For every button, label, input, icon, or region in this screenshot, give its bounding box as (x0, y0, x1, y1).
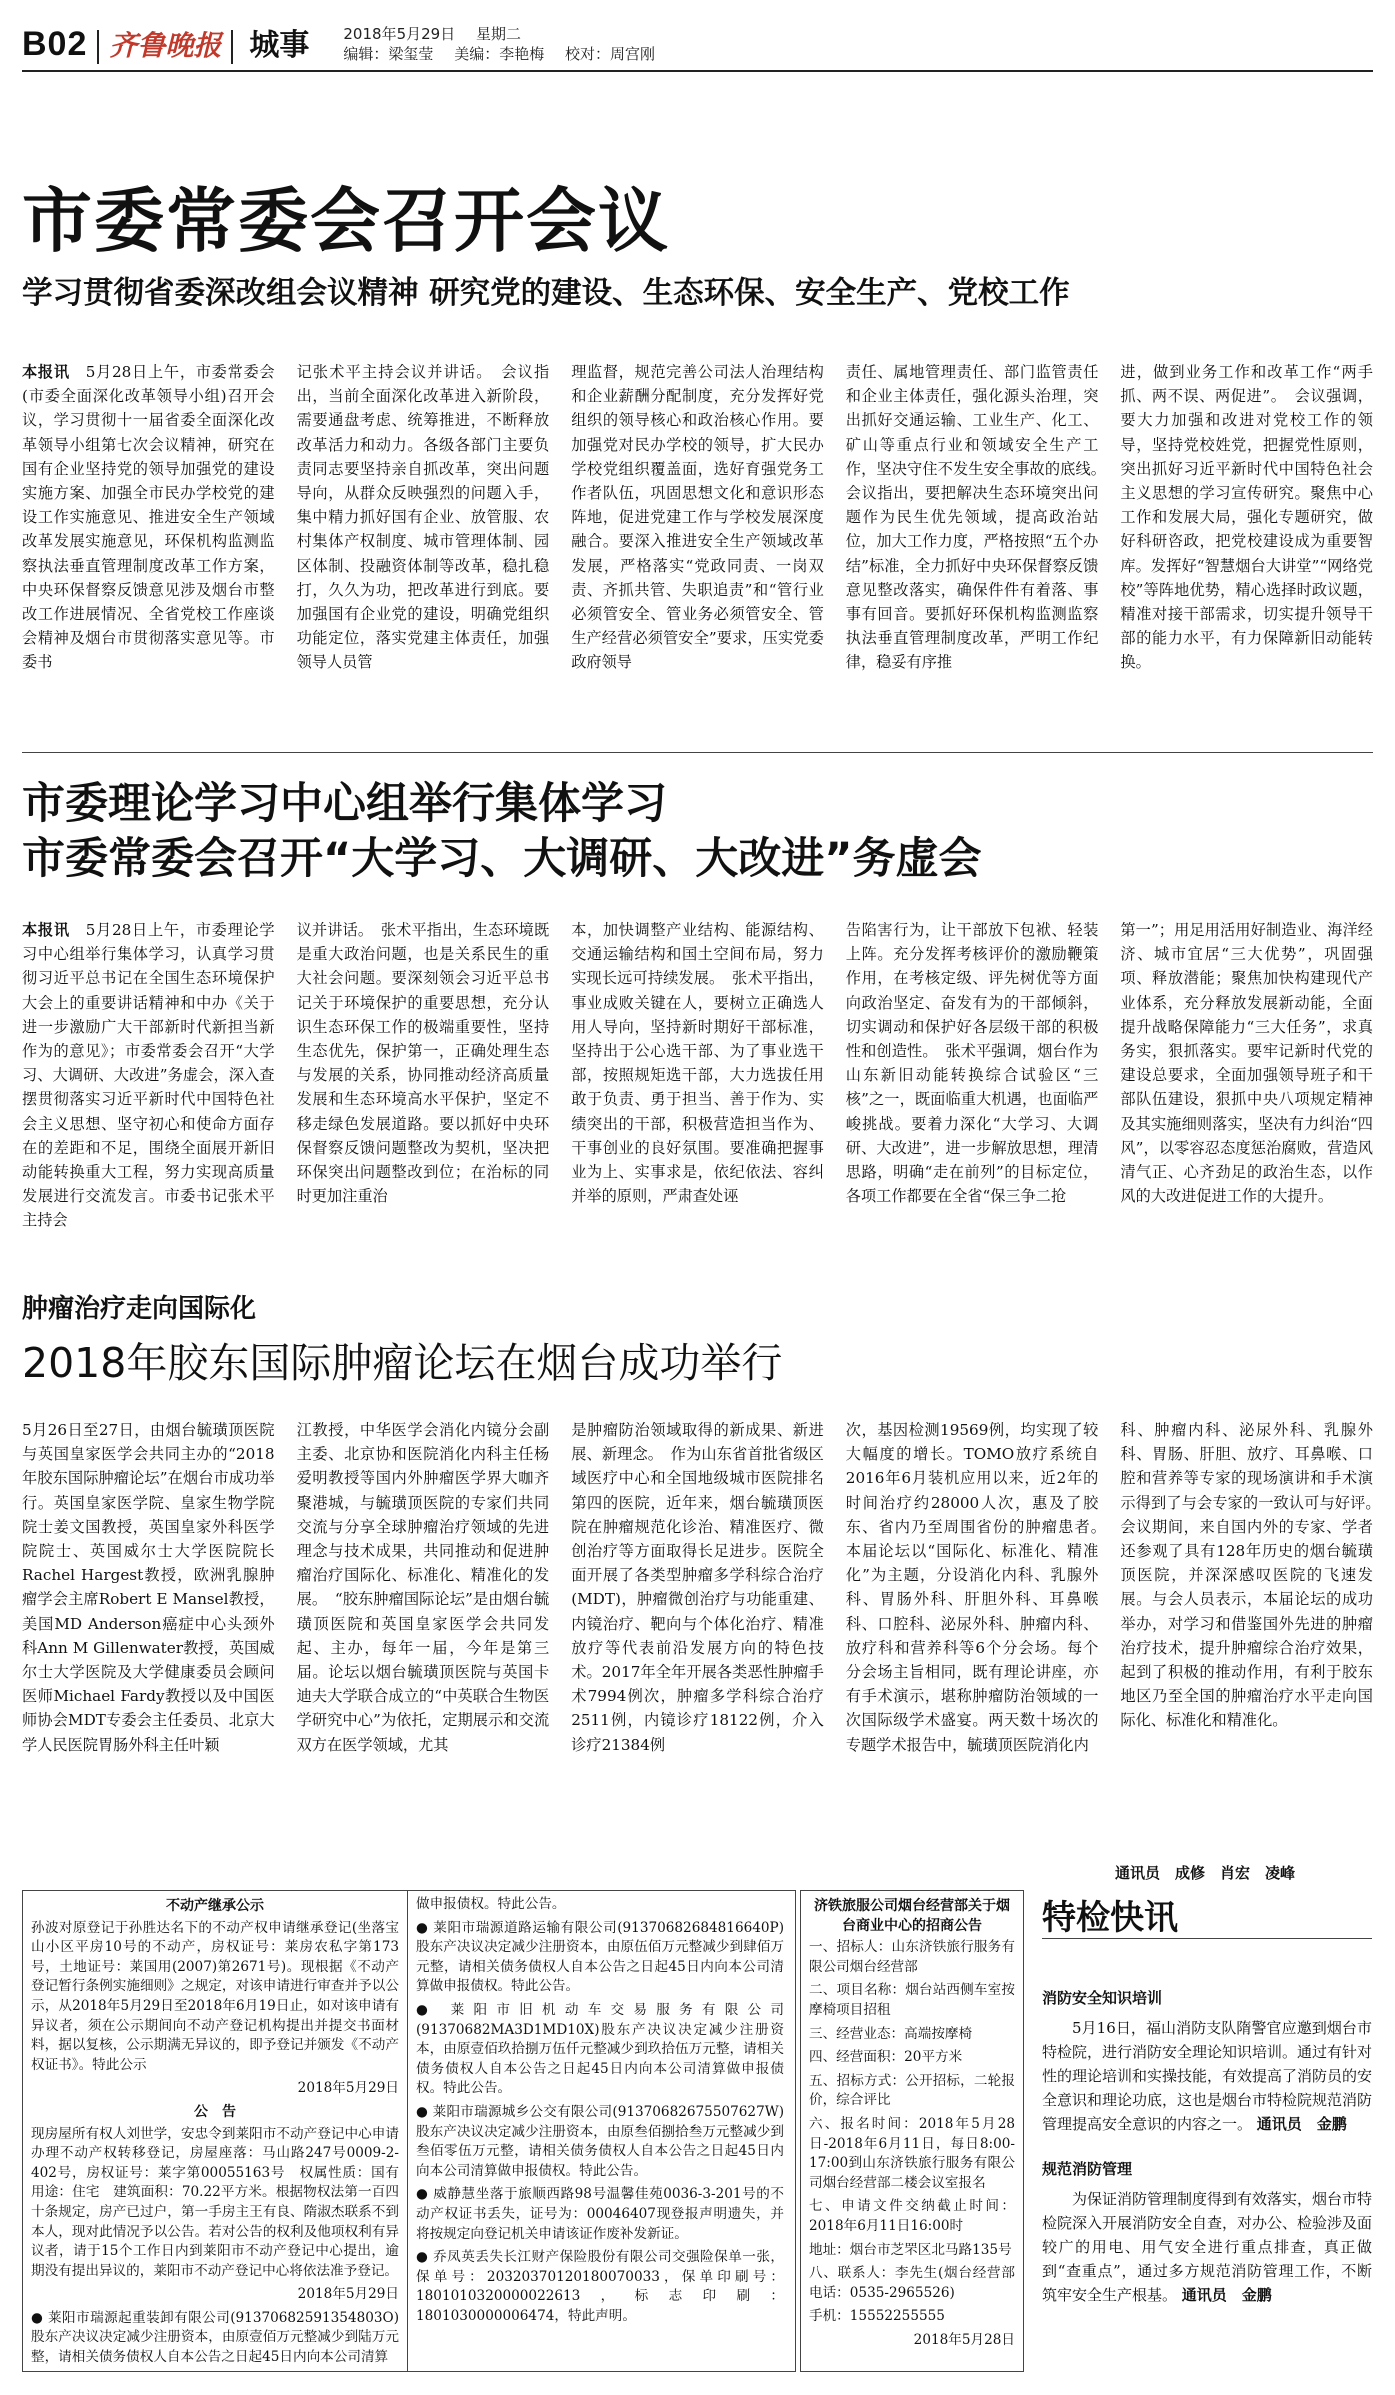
tender-notice-item: 三、经营业态：高端按摩椅 (809, 2025, 973, 2042)
tender-notice-title: 济铁旅服公司烟台经营部关于烟台商业中心的招商公告 (814, 1898, 1010, 1934)
designer-credit: 美编：李艳梅 (454, 45, 545, 63)
lead-label: 本报讯 (22, 363, 70, 381)
notice-date: 2018年5月29日 (297, 2080, 399, 2097)
article3-column: 5月26日至27日，由烟台毓璜顶医院与英国皇家医学会共同主办的“2018年胶东国际肿瘤论坛”在烟台市成功举行。英国皇家医学院、皇家生物学院院士姜文国教授，英国皇家外科医学院院士、英国威尔士大学医院院长Rachel Hargest教授，欧洲乳腺肿瘤学会主席Robert E Mansel教授，美国MD Anderson癌症中心头颈外科Ann M Gillenwater教授，英国威尔士大学医院及大学健康委员会顾问医师Michael Fardy教授以及中国医师协会MDT专委会主任委员、北京大学人民医院胃肠外科主任叶颖 (22, 1421, 275, 1754)
notices-column-2 (408, 1891, 792, 2371)
article1-column: 记张术平主持会议并讲话。 会议指出，当前全面深化改革进入新阶段，需要通盘考虑、统筹推进，不断释放改革活力和动力。各级各部门主要负责同志要坚持亲自抓改革，突出问题导向，从群众反映强烈的问题入手，集中精力抓好国有企业、放管服、农村集体产权制度、城市管理体制、园区体制、投融资体制等改革，稳扎稳打，久久为功，把改革进行到底。要加强国有企业党的建设，明确党组织功能定位，落实党建主体责任，加强领导人员管 (296, 363, 550, 672)
article3-kicker: 肿瘤治疗走向国际化 (22, 1294, 257, 1324)
article3-column: 是肿瘤防治领域取得的新成果、新进展、新理念。 作为山东省首批省级区域医疗中心和全国地级城市医院排名第四的医院，近年来，烟台毓璜顶医院在肿瘤规范化诊治、精准医疗、微创治疗等方面取得长足进步。医院全面开展了各类型肿瘤多学科综合治疗(MDT)，肿瘤微创治疗与功能重建、内镜治疗、靶向与个体化治疗、精准放疗等代表前沿发展方向的特色技术。2017年全年开展各类恶性肿瘤手术7994例次，肿瘤多学科综合治疗2511例，内镜诊疗18122例，介入诊疗21384例 (571, 1421, 824, 1754)
article2-column: 告陷害行为，让干部放下包袱、轻装上阵。充分发挥考核评价的激励鞭策作用，在考核定级、评先树优等方面向政治坚定、奋发有为的干部倾斜，切实调动和保护好各层级干部的积极性和创造性。 张术平强调，烟台作为山东新旧动能转换综合试验区“三核”之一，既面临重大机遇，也面临严峻挑战。要着力深化“大学习、大调研、大改进”，进一步解放思想，理清思路，明确“走在前列”的目标定位，各项工作都要在全省“保三争二抢 (845, 921, 1099, 1206)
notice-item: ● 莱阳市旧机动车交易服务有限公司(91370682MA3D1MD10X)股东产决议决定减少注册资本，由原壹佰玖拾捌万伍仟元整减少到玖拾伍万元整，请相关债务债权人自本公告之日起45日内向本公司清算做申报债权。特此公告。 (416, 2001, 784, 2097)
notice-body: 做申报债权。特此公告。 (416, 1896, 566, 1912)
notice-item: ● 莱阳市瑞源道路运输有限公司(91370682684816640P)股东产决议决定减少注册资本，由原伍佰万元整减少到肆佰万元整，请相关债务债权人自本公告之日起45日内向本公司清算做申报债权。特此公告。 (416, 1919, 784, 1995)
masthead-divider (231, 30, 233, 64)
article3-column: 科、肿瘤内科、泌尿外科、乳腺外科、胃肠、肝胆、放疗、耳鼻喉、口腔和营养等专家的现场演讲和手术演示得到了与会专家的一致认可与好评。 会议期间，来自国内外的专家、学者还参观了具有128年历史的烟台毓璜顶医院，并深深感叹医院的飞速发展。与会人员表示，本届论坛的成功举办，对学习和借鉴国外先进的肿瘤治疗技术，提升肿瘤综合治疗效果，起到了积极的推动作用，有利于胶东地区乃至全国的肿瘤治疗水平走向国际化、标准化和精准化。 (1120, 1421, 1389, 1730)
notice-item: ● 莱阳市瑞源起重装卸有限公司(91370682591354803O)股东产决议决定减少注册资本，由原壹佰万元整减少到陆万元整，请相关债务债权人自本公告之日起45日内向本公司清算 (31, 2309, 399, 2366)
tender-notice-date: 2018年5月28日 (913, 2331, 1015, 2348)
notices-box (22, 1890, 796, 2372)
divider (22, 752, 1373, 753)
notice-body: 孙波对原登记于孙胜达名下的不动产权申请继承登记(坐落宝山小区平房10号的不动产，房权证号：莱房农私字第173号，土地证号：莱国用(2007)第2671号)。现根据《不动产登记暂行条例实施细则》之规定，对该申请进行审查并予以公示，从2018年5月29日至2018年6月19日止，如对该申请有异议者，须在公示期间向不动产登记机构提出并提交书面材料，据以复核，公示期满无异议的，即予登记并颁发《不动产权证书》。特此公示 (31, 1919, 399, 2073)
masthead (22, 22, 1373, 72)
notice-body: 现房屋所有权人刘世学，安忠令到莱阳市不动产登记中心申请办理不动产权转移登记，房屋座落：马山路247号0009-2-402号，房权证号：莱字第00055163号 权属性质：国有 用途：住宅 建筑面积：70.22平方米。根据物权法第一百四十条规定，房产已过户，第一手房主王有良、隋淑杰联系不到本人，现对此情况予以公告。若对公告的权利及他项权利有异议者，请于15个工作日内到莱阳市不动产登记中心提出，逾期没有提出异议的，莱阳市不动产登记中心将依法准予登记。 (31, 2125, 413, 2279)
article2-column: 本报讯 5月28日上午，市委理论学习中心组举行集体学习，认真学习贯彻习近平总书记在全国生态环境保护大会上的重要讲话精神和中办《关于进一步激励广大干部新时代新担当新作为的意见》；市委常委会召开“大学习、大调研、大改进”务虚会，深入查摆贯彻落实习近平新时代中国特色社会主义思想、坚守初心和使命方面存在的差距和不足，围绕全面展开新旧动能转换重大工程，努力实现高质量发展进行交流发言。市委书记张术平主持会 (22, 921, 275, 1230)
article1-column: 理监督，规范完善公司法人治理结构和企业薪酬分配制度，充分发挥好党组织的领导核心和政治核心作用。要加强党对民办学校的领导，扩大民办学校党组织覆盖面，选好育强党务工作者队伍，巩固思想文化和意识形态阵地，促进党建工作与学校发展深度融合。要深入推进安全生产领域改革发展，严格落实“党政同责、一岗双责、齐抓共管、失职追责”和“管行业必须管安全、管业务必须管安全、管生产经营必须管安全”要求，压实党委政府领导 (571, 363, 824, 672)
tender-notice-item: 地址：烟台市芝罘区北马路135号 (809, 2241, 1012, 2258)
tender-notice-item: 八、联系人：李先生(烟台经营部电话：0535-2965526) (809, 2265, 1015, 2301)
article2-column: 本，加快调整产业结构、能源结构、交通运输结构和国土空间布局，努力实现长远可持续发展。 张术平指出，事业成败关键在人，要树立正确选人用人导向，坚持新时期好干部标准，坚持出于公心选干部、为了事业选干部，按照规矩选干部，大力选拔任用敢于负责、勇于担当、善于作为、实绩突出的干部，积极营造担当作为、干事创业的良好氛围。要准确把握事业为上、实事求是，依纪依法、容纠并举的原则，严肃查处诬 (571, 921, 824, 1206)
article1-subheadline: 学习贯彻省委深改组会议精神 研究党的建设、生态环保、安全生产、党校工作 (22, 276, 1070, 311)
paper-logo: 齐鲁晚报 (109, 29, 222, 62)
notices-column-1 (23, 1891, 413, 2371)
notice-title: 不动产继承公示 (166, 1898, 264, 1914)
article2-body (22, 918, 1373, 1280)
section-title: 城事 (249, 28, 310, 63)
article2-column: 议并讲话。 张术平指出，生态环境既是重大政治问题，也是关系民生的重大社会问题。要深刻领会习近平总书记关于环境保护的重要思想，充分认识生态环保工作的极端重要性，坚持生态优先，保护第一，正确处理生态与发展的关系，协同推动经济高质量发展和生态环境高水平保护，坚定不移走绿色发展道路。要以抓好中央环保督察反馈问题整改为契机，坚决把环保突出问题整改到位；在治标的同时更加注重治 (296, 921, 550, 1206)
notice-item: ● 莱阳市瑞源城乡公交有限公司(91370682675507627W)股东产决议决定减少注册资本，由原叁佰捌拾叁万元整减少到叁佰零伍万元整，请相关债务债权人自本公告之日起45日内向本公司清算做申报债权。特此公告。 (416, 2103, 784, 2179)
lead-label: 本报讯 (22, 921, 70, 939)
tender-notice-item: 六、报名时间：2018年5月28日-2018年6月11日，每日8:00-17:00到山东济铁旅行服务有限公司烟台经营部二楼会议室报名 (809, 2115, 1015, 2191)
tender-notice-item: 一、招标人：山东济铁旅行服务有限公司烟台经营部 (809, 1939, 1015, 1975)
notice-item: ● 威静慧坐落于旅顺西路98号温馨佳苑0036-3-201号的不动产权证书丢失，证号为：00046407现登报声明遗失，并将按规定向登记机关申请该证作废补发新证。 (416, 2186, 784, 2242)
special-inspection-news (1042, 1890, 1372, 2370)
article1-body (22, 360, 1373, 740)
article2-headline-line2: 市委常委会召开“大学习、大调研、大改进”务虚会 (22, 834, 982, 884)
tender-notice-item: 手机：15552255555 (809, 2308, 945, 2325)
notice-title: 公 告 (194, 2103, 236, 2120)
tender-notice-item: 五、招标方式：公开招标，二轮报价，综合评比 (809, 2072, 1015, 2109)
proofreader-credit: 校对：周宫刚 (564, 45, 655, 63)
article3-body (22, 1418, 1389, 1858)
tender-notice-items (809, 1938, 1015, 2327)
tender-notice (801, 1891, 1023, 2358)
kuaixun-title: 特检快讯 (1042, 1898, 1178, 1938)
article1-column: 本报讯 5月28日上午，市委常委会(市委全面深化改革领导小组)召开会议，学习贯彻十一届省委全面深化改革领导小组第七次会议精神，研究在国有企业坚持党的领导加强党的建设实施方案、加强全市民办学校党的建设工作实施意见、推进安全生产领域改革发展实施意见，环保机构监测监察执法垂直管理制度改革工作方案，中央环保督察反馈意见涉及烟台市整改工作进展情况、全省党校工作座谈会精神及烟台市贯彻落实意见等。市委书 (22, 363, 275, 672)
divider (1042, 1938, 1372, 1939)
kuaixun-item2-heading: 规范消防管理 (1042, 2160, 1133, 2178)
article3-byline: 通讯员 成修 肖宏 凌峰 (1115, 1864, 1296, 1882)
article1-headline: 市委常委会召开会议 (22, 180, 670, 262)
kuaixun-item1-body: 5月16日，福山消防支队隋警官应邀到烟台市特检院，进行消防安全理论知识培训。通过有针对性的理论培训和实操技能，有效提高了消防员的安全意识和理论功底，这也是烟台市特检院规范消防管理提高安全意识的内容之一。 通讯员 金鹏 (1042, 2019, 1373, 2133)
tender-notice-box (800, 1890, 1024, 2372)
article3-column: 江教授，中华医学会消化内镜分会副主委、北京协和医院消化内科主任杨爱明教授等国内外肿瘤医学界大咖齐聚港城，与毓璜顶医院的专家们共同交流与分享全球肿瘤治疗领域的先进理念与技术成果，共同推动和促进肿瘤治疗国际化、标准化、精准化的发展。 “胶东肿瘤国际论坛”是由烟台毓璜顶医院和英国皇家医学会共同发起、主办，每年一届，今年是第三届。论坛以烟台毓璜顶医院与英国卡迪夫大学联合成立的“中英联合生物医学研究中心”为依托，定期展示和交流双方在医学领域，尤其 (296, 1421, 550, 1754)
issue-weekday: 星期二 (475, 25, 521, 43)
issue-date: 2018年5月29日 (343, 25, 456, 43)
article3-headline: 2018年胶东国际肿瘤论坛在烟台成功举行 (22, 1339, 783, 1387)
kuaixun-item1-heading: 消防安全知识培训 (1042, 1989, 1163, 2007)
editor-credit: 编辑：梁玺莹 (343, 45, 434, 63)
tender-notice-item: 七、申请文件交纳截止时间：2018年6月11日16:00时 (809, 2198, 1015, 2234)
notices-columns (23, 1891, 795, 2371)
masthead-divider (97, 30, 99, 64)
tender-notice-item: 二、项目名称：烟台站西侧车室按摩椅项目招租 (809, 1982, 1015, 2018)
notice-date: 2018年5月29日 (297, 2286, 399, 2303)
notice-item: ● 乔凤英丢失长江财产保险股份有限公司交强险保单一张，保单号：20320370120180070033，保单印刷号：1801010320000022613，标志印刷：1801030000006474，特此声明。 (416, 2249, 784, 2324)
article1-column: 责任、属地管理责任、部门监管责任和企业主体责任，强化源头治理，突出抓好交通运输、工业生产、化工、矿山等重点行业和领域安全生产工作，坚决守住不发生安全事故的底线。 会议指出，要把解决生态环境突出问题作为民生优先领域，提高政治站位，加大工作力度，严格按照“五个办结”标准，全力抓好中央环保督察反馈意见整改落实，确保件件有着落、事事有回音。要抓好环保机构监测监察执法垂直管理制度改革，严明工作纪律，稳妥有序推 (845, 363, 1114, 672)
article3-column: 次，基因检测19569例，均实现了较大幅度的增长。TOMO放疗系统自2016年6月装机应用以来，近2年的时间治疗约28000人次，惠及了胶东、省内乃至周围省份的肿瘤患者。 本届论坛以“国际化、标准化、精准化”为主题，分设消化内科、乳腺外科、胃肠外科、肝胆外科、耳鼻喉科、口腔科、泌尿外科、肿瘤内科、放疗科和营养科等6个分会场。每个分会场主旨相同，既有理论讲座，亦有手术演示，堪称肿瘤防治领域的一次国际级学术盛宴。两天数十场次的专题学术报告中，毓璜顶医院消化内 (845, 1421, 1114, 1754)
masthead-meta (343, 24, 671, 70)
kuaixun-item2-body: 为保证消防管理制度得到有效落实，烟台市特检院深入开展消防安全自查，对办公、检验涉及面较广的用电、用气安全进行重点排查，真正做到“查重点”，通过多方规范消防管理工作，不断筑牢安全生产根基。 通讯员 金鹏 (1042, 2190, 1373, 2304)
article2-column: 第一”；用足用活用好制造业、海洋经济、城市宜居“三大优势”，巩固强项、释放潜能；聚焦加快构建现代产业体系，充分释放发展新动能，全面提升战略保障能力“三大任务”，求真务实，狠抓落实。要牢记新时代党的建设总要求，全面加强领导班子和干部队伍建设，狠抓中央八项规定精神及其实施细则落实，坚决有力纠治“四风”，以零容忍态度惩治腐败，营造风清气正、心齐劲足的政治生态，以作风的大改进促进工作的大提升。 (1120, 921, 1373, 1206)
article2-headline-line1: 市委理论学习中心组举行集体学习 (22, 779, 667, 829)
page-number: B02 (22, 25, 88, 63)
article1-column: 进，做到业务工作和改革工作“两手抓、两不误、两促进”。 会议强调，要大力加强和改进对党校工作的领导，坚持党校姓党，把握党性原则，突出抓好习近平新时代中国特色社会主义思想的学习宣传研究。聚焦中心工作和发展大局，强化专题研究，做好科研咨政，把党校建设成为重要智库。发挥好“智慧烟台大讲堂”“网络党校”等阵地优势，精心选择时政议题，精准对接干部需求，切实提升领导干部的能力水平，有力保障新旧动能转换。 (1120, 363, 1373, 672)
tender-notice-item: 四、经营面积：20平方米 (809, 2049, 963, 2066)
